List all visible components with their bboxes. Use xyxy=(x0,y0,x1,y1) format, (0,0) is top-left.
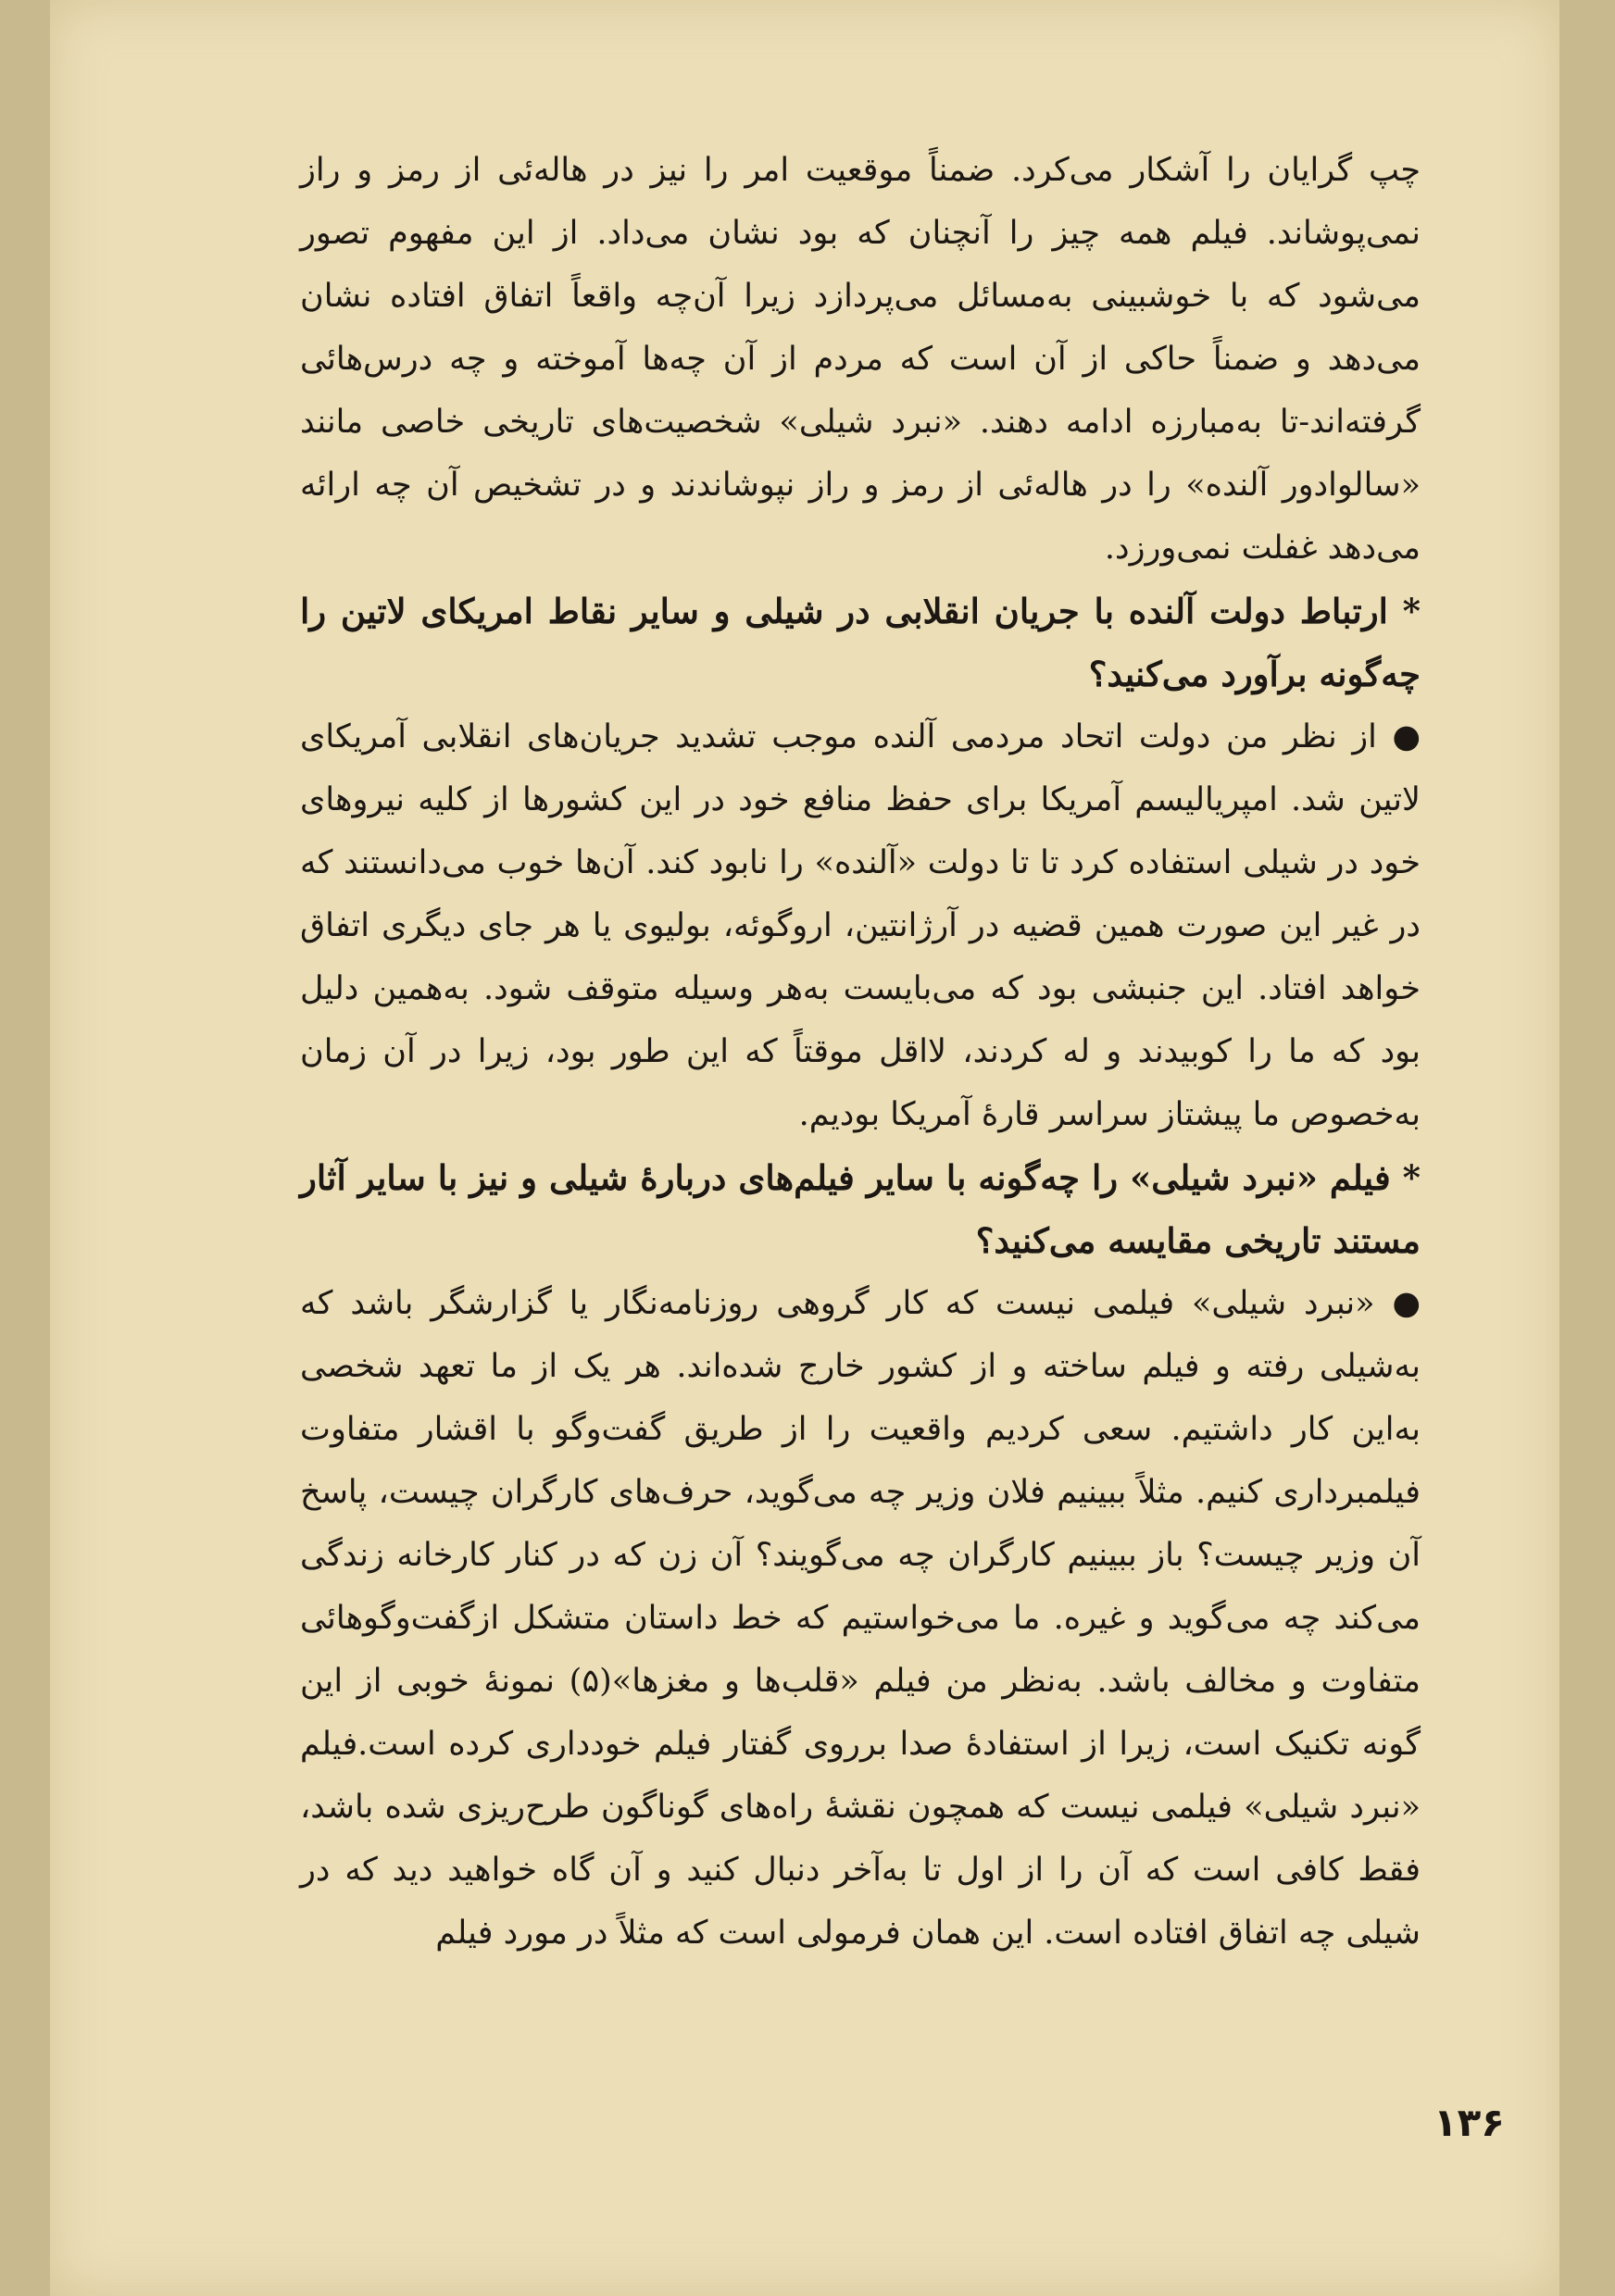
interview-question: * ارتباط دولت آلنده با جریان انقلابی در شیلی و سایر نقاط امریکای لاتین را چه‌گونه برآورد می‌کنید؟ xyxy=(300,591,1421,694)
interview-answer: ● از نظر من دولت اتحاد مردمی آلنده موجب تشدید جریان‌های انقلابی آمریکای لاتین شد. امپریالیسم آمریکا برای حفظ منافع خود در این کشورها از کلیه نیروهای خود در شیلی استفاده کرد تا تا دولت «آلنده» را نابود کند. آن‌ها خوب می‌دانستند که در غیر این صورت همین قضیه در آرژانتین، اروگوئه، بولیوی یا هر جای دیگری اتفاق خواهد افتاد. این جنبشی بود که می‌بایست به‌هر وسیله متوقف شود. به‌همین دلیل بود که ما را کوبیدند و له کردند، لااقل موقتاً که این طور بود، زیرا در آن زمان به‌خصوص ما پیشتاز سراسر قارهٔ آمریکا بودیم. xyxy=(300,718,1421,1133)
page-paper xyxy=(50,0,1559,2296)
interview-answer: ● «نبرد شیلی» فیلمی نیست که کار گروهی روزنامه‌نگار یا گزارشگر باشد که به‌شیلی رفته و فیلم ساخته و از کشور خارج شده‌اند. هر یک از ما تعهد شخصی به‌این کار داشتیم. سعی کردیم واقعیت را از طریق گفت‌وگو با اقشار متفاوت فیلمبرداری کنیم. مثلاً ببینیم فلان وزیر چه می‌گوید، حرف‌های کارگران چیست، پاسخ آن وزیر چیست؟ باز ببینیم کارگران چه می‌گویند؟ آن زن که در کنار کارخانه زندگی می‌کند چه می‌گوید و غیره. ما می‌خواستیم که خط داستان متشکل ازگفت‌وگوهائی متفاوت و مخالف باشد. به‌نظر من فیلم «قلب‌ها و مغزها»(۵) نمونهٔ خوبی از این گونه تکنیک است، زیرا از استفادهٔ صدا برروی گفتار فیلم خودداری کرده است.فیلم «نبرد شیلی» فیلمی نیست که همچون نقشهٔ راه‌های گوناگون طرح‌ریزی شده باشد، فقط کافی است که آن را از اول تا به‌آخر دنبال کنید و آن گاه خواهید دید که در شیلی چه اتفاق افتاده است. این همان فرمولی است که مثلاً در مورد فیلم xyxy=(300,1285,1421,1952)
body-text xyxy=(300,139,1421,1965)
interview-question: * فیلم «نبرد شیلی» را چه‌گونه با سایر فیلم‌های دربارهٔ شیلی و نیز با سایر آثار مستند تاریخی مقایسه می‌کنید؟ xyxy=(300,1157,1421,1261)
page-number: ۱۳۶ xyxy=(1433,2100,1505,2145)
paragraph: چپ گرایان را آشکار می‌کرد. ضمناً موقعیت امر را نیز در هاله‌ئی از رمز و راز نمی‌پوشاند. فیلم همه چیز را آنچنان که بود نشان می‌داد. از این مفهوم تصور می‌شود که با خوشبینی به‌مسائل می‌پردازد زیرا آن‌چه واقعاً اتفاق افتاده نشان می‌دهد و ضمناً حاکی از آن است که مردم از آن چه‌ها آموخته و چه درس‌هائی گرفته‌اند-تا به‌مبارزه ادامه دهند. «نبرد شیلی» شخصیت‌های تاریخی خاصی مانند «سالوادور آلنده» را در هاله‌ئی از رمز و راز نپوشاندند و در تشخیص آن چه ارائه می‌دهد غفلت نمی‌ورزد. xyxy=(300,152,1421,567)
